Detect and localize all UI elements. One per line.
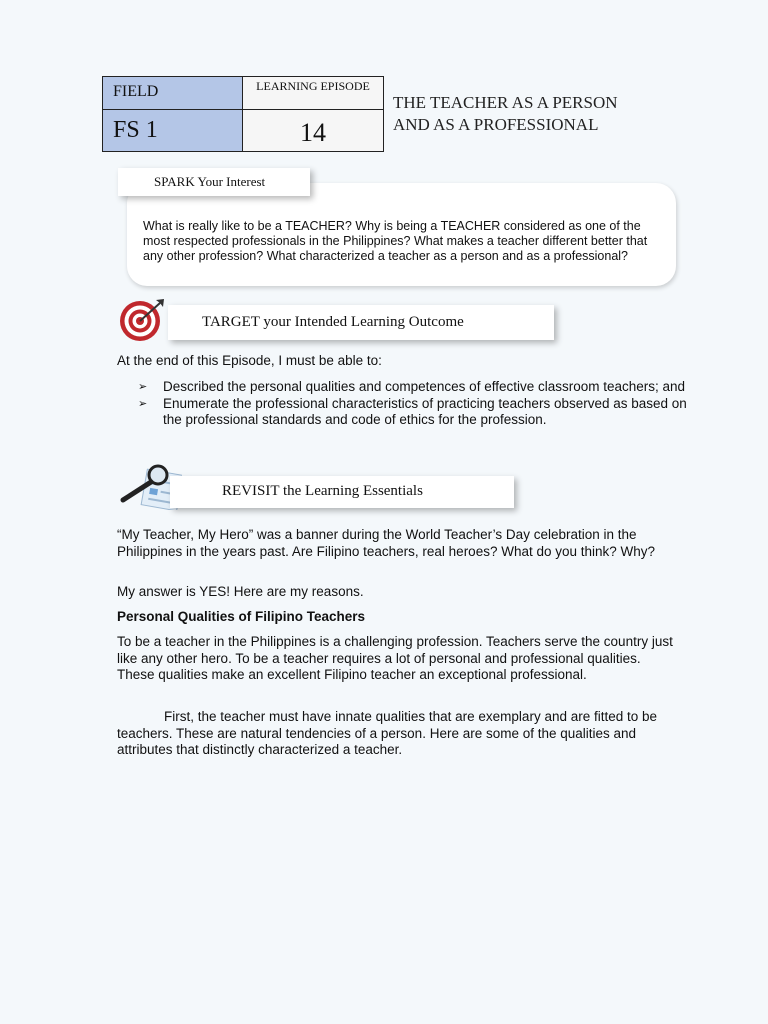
header-table [102,76,384,152]
field-value-cell [102,109,243,152]
arrow-bullet-icon: ➢ [138,397,148,410]
target-banner-label: TARGET your Intended Learning Outcome [202,314,464,330]
outcome-item-text: Enumerate the professional characteristics of practicing teachers observed as based on the professional standards and code of ethics for the profession. [163,395,687,427]
spark-banner-label: SPARK Your Interest [154,174,266,189]
revisit-banner-label: REVISIT the Learning Essentials [222,483,423,499]
spark-question-text: What is really like to be a TEACHER? Why is being a TEACHER considered as one of the most respected professionals in the Philippines? What makes a teacher different better that any other profession? What characterized a teacher as a person and as a professional? [143,219,648,263]
qualities-paragraph-text: First, the teacher must have innate qualities that are exemplary and are fitted to be teachers. These are natural tendencies of a person. Here are some of the qualities and attributes that distinctly characterized a teacher. [117,709,658,757]
episode-label-cell [242,76,384,110]
field-label-cell [102,76,243,110]
episode-number: 14 [300,118,326,147]
target-icon [118,297,168,343]
field-label: FIELD [113,83,159,100]
outcome-list [138,379,698,429]
target-banner [168,305,554,340]
episode-number-cell [242,109,384,152]
page-title-line-1: THE TEACHER AS A PERSON [393,93,618,112]
qualities-paragraph [117,709,682,759]
outcome-intro: At the end of this Episode, I must be able to: [117,353,382,368]
page-title [393,92,693,136]
section-heading: Personal Qualities of Filipino Teachers [117,609,366,624]
outcome-item [138,396,698,429]
revisit-banner [170,476,514,508]
field-value: FS 1 [113,117,158,143]
answer-paragraph: My answer is YES! Here are my reasons. [117,584,364,599]
episode-label: LEARNING EPISODE [256,79,370,93]
challenge-paragraph: To be a teacher in the Philippines is a challenging profession. Teachers serve the country just like any other hero. To be a teacher requires a lot of personal and professional qualities. These qualities make an excellent Filipino teacher an exceptional professional. [117,634,673,682]
outcome-item [138,379,698,396]
spark-banner [118,168,310,196]
outcome-item-text: Described the personal qualities and competences of effective classroom teachers; and [163,379,686,394]
hero-paragraph: “My Teacher, My Hero” was a banner during the World Teacher’s Day celebration in the Philippines in the years past. Are Filipino teachers, real heroes? What do you think? Why? [117,527,656,559]
spark-question-box [127,183,676,286]
page-title-line-2: AND AS A PROFESSIONAL [393,115,599,134]
arrow-bullet-icon: ➢ [138,381,148,393]
